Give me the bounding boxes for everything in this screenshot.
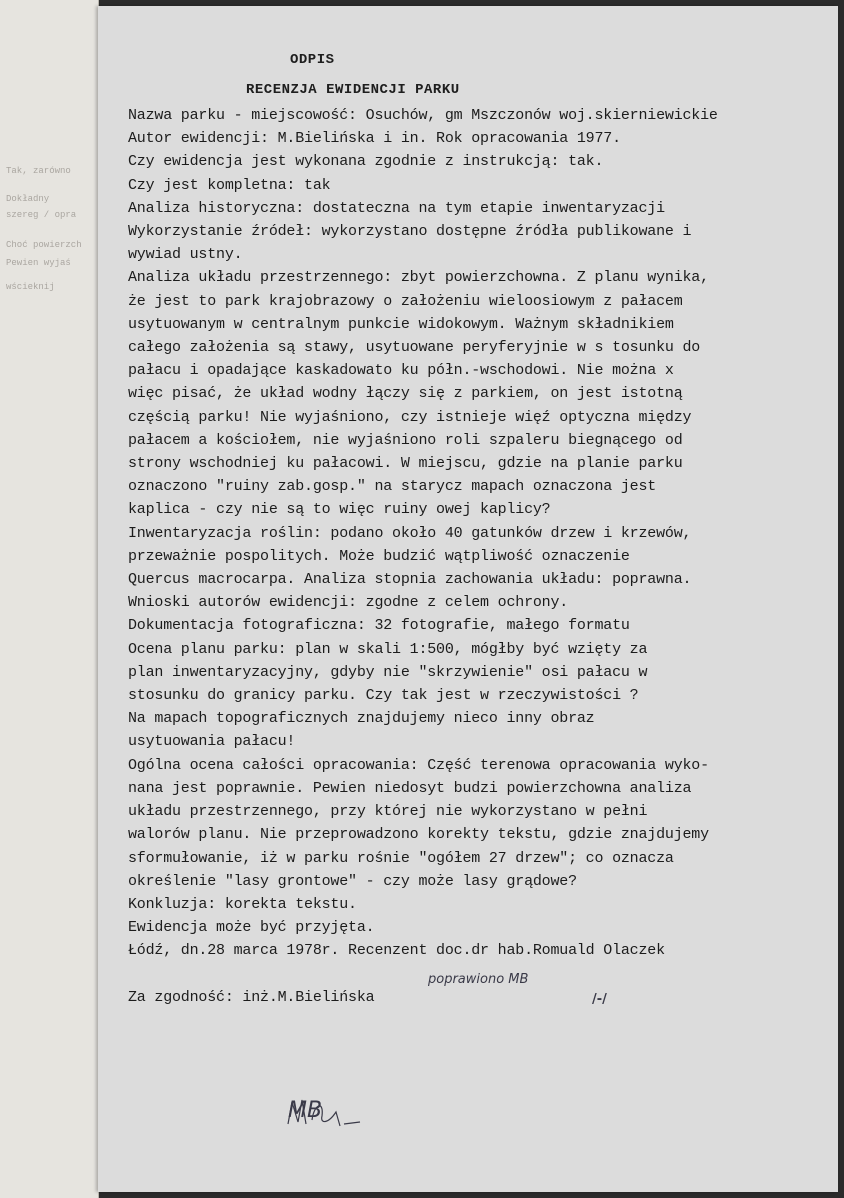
- underlying-page: [0, 0, 99, 1198]
- text-line: wywiad ustny.: [128, 246, 243, 264]
- text-line: Wnioski autorów ewidencji: zgodne z celem ochrony.: [128, 594, 569, 612]
- text-line: usytuowania pałacu!: [128, 733, 296, 751]
- handwritten-initials-signature: MB: [288, 1098, 323, 1123]
- document-title: RECENZJA EWIDENCJI PARKU: [246, 82, 460, 98]
- text-line: pałacem a kościołem, nie wyjaśniono roli szpaleru biegnącego od: [128, 431, 683, 449]
- text-line: Ewidencja może być przyjęta.: [128, 919, 375, 937]
- text-line: sformułowanie, iż w parku rośnie "ogółem 27 drzew"; co oznacza: [128, 849, 674, 867]
- signature-mark: /-/: [592, 992, 607, 1007]
- underlying-text-fragment: Dokładny: [6, 194, 50, 204]
- text-line: Konkluzja: korekta tekstu.: [128, 895, 357, 913]
- text-line: strony wschodniej ku pałacowi. W miejscu, gdzie na planie parku: [128, 455, 683, 473]
- text-line: Ocena planu parku: plan w skali 1:500, mógłby być wzięty za: [128, 640, 648, 658]
- review-text: [128, 104, 828, 1009]
- text-line: Na mapach topograficznych znajdujemy nieco inny obraz: [128, 710, 595, 728]
- text-line: całego założenia są stawy, usytuowane peryferyjnie w s tosunku do: [128, 339, 701, 357]
- underlying-text-fragment: Choć powierzch: [6, 240, 82, 250]
- text-line: walorów planu. Nie przeprowadzono korekty tekstu, gdzie znajdujemy: [128, 826, 709, 844]
- attestation-line: Za zgodność: inż.M.Bielińska: [128, 988, 375, 1006]
- text-line: oznaczono "ruiny zab.gosp." na starycz mapach oznaczona jest: [128, 478, 657, 496]
- text-line: Analiza historyczna: dostateczna na tym etapie inwentaryzacji: [128, 199, 665, 217]
- text-line: plan inwentaryzacyjny, gdyby nie "skrzywienie" osi pałacu w: [128, 663, 648, 681]
- underlying-text-fragment: Tak, zarówno: [6, 166, 71, 176]
- text-line: pałacu i opadające kaskadowato ku półn.-wschodowi. Nie można x: [128, 362, 674, 380]
- text-line: nana jest poprawnie. Pewien niedosyt budzi powierzchowna analiza: [128, 779, 692, 797]
- text-line: Analiza układu przestrzennego: zbyt powierzchowna. Z planu wynika,: [128, 269, 709, 287]
- underlying-text-fragment: Pewien wyjaś: [6, 258, 71, 268]
- text-line: Inwentaryzacja roślin: podano około 40 gatunków drzew i krzewów,: [128, 524, 692, 542]
- underlying-text-fragment: szereg / opra: [6, 210, 77, 220]
- handwritten-correction-note: poprawiono MB: [428, 972, 529, 987]
- text-line: kaplica - czy nie są to więc ruiny owej kaplicy?: [128, 501, 551, 519]
- text-line: Nazwa parku - miejscowość: Osuchów, gm Mszczonów woj.skierniewickie: [128, 107, 718, 124]
- text-line: Łódź, dn.28 marca 1978r. Recenzent doc.dr hab.Romuald Olaczek: [128, 942, 665, 960]
- text-line: częścią parku! Nie wyjaśniono, czy istnieje więź optyczna między: [128, 408, 692, 426]
- text-line: Wykorzystanie źródeł: wykorzystano dostępne źródła publikowane i: [128, 223, 692, 241]
- signature-scribble: [284, 1094, 364, 1134]
- text-line: Quercus macrocarpa. Analiza stopnia zachowania układu: poprawna.: [128, 571, 692, 589]
- document-label: ODPIS: [290, 52, 335, 68]
- text-line: że jest to park krajobrazowy o założeniu wieloosiowym z pałacem: [128, 292, 683, 310]
- text-line: Autor ewidencji: M.Bielińska i in. Rok opracowania 1977.: [128, 130, 621, 148]
- text-line: Czy jest kompletna: tak: [128, 176, 331, 194]
- document-page: [98, 6, 838, 1192]
- text-line: przeważnie pospolitych. Może budzić wątpliwość oznaczenie: [128, 547, 630, 565]
- text-line: Ogólna ocena całości opracowania: Część terenowa opracowania wyko-: [128, 756, 709, 774]
- text-line: więc pisać, że układ wodny łączy się z parkiem, on jest istotną: [128, 385, 683, 403]
- text-line: układu przestrzennego, przy której nie wykorzystano w pełni: [128, 803, 648, 821]
- text-line: stosunku do granicy parku. Czy tak jest w rzeczywistości ?: [128, 687, 639, 705]
- underlying-text-fragment: wścieknij: [6, 282, 55, 292]
- text-line: usytuowanym w centralnym punkcie widokowym. Ważnym składnikiem: [128, 315, 674, 333]
- text-line: Czy ewidencja jest wykonana zgodnie z instrukcją: tak.: [128, 153, 604, 171]
- text-line: określenie "lasy grontowe" - czy może lasy grądowe?: [128, 872, 577, 890]
- text-line: Dokumentacja fotograficzna: 32 fotografie, małego formatu: [128, 617, 630, 635]
